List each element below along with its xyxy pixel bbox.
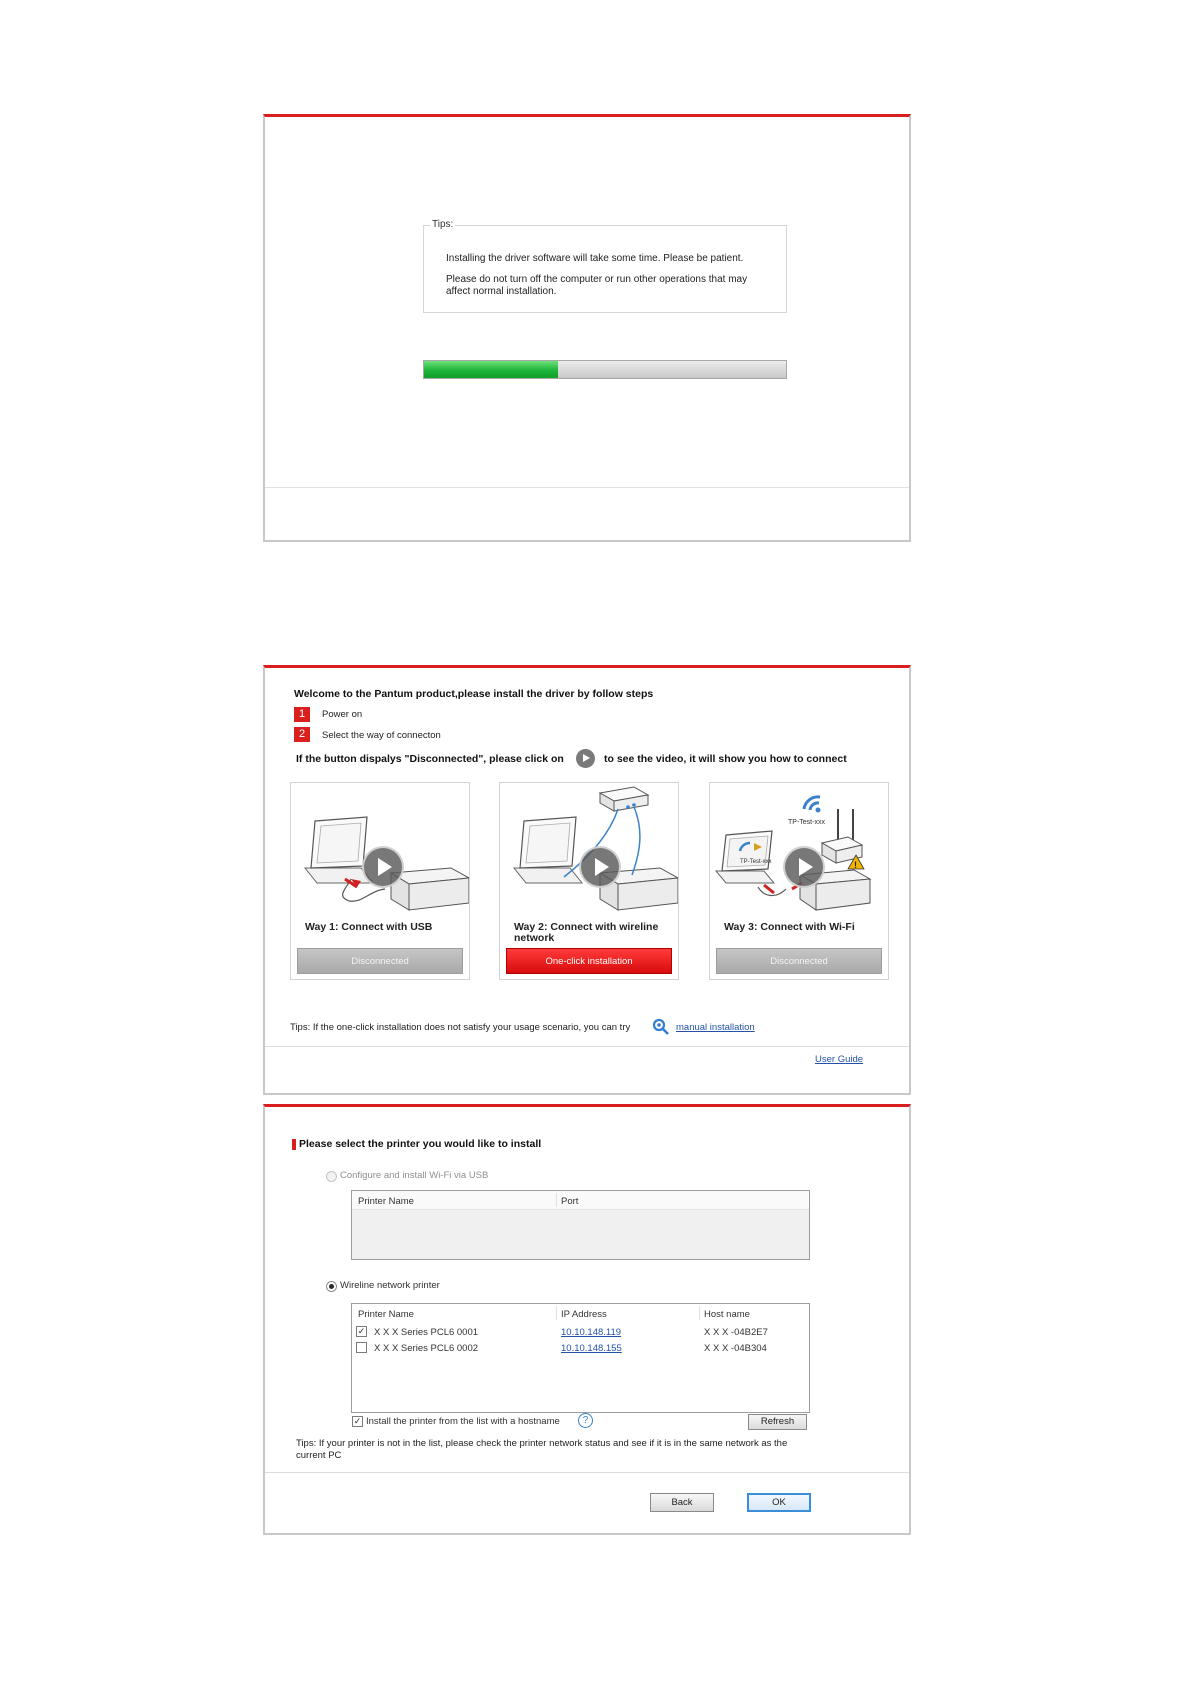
network-printer-table [351, 1303, 810, 1413]
tips-box [423, 219, 787, 313]
warning-icon: ! [854, 860, 857, 870]
manual-installation-link[interactable]: manual installation [676, 1022, 755, 1033]
way-wifi-card[interactable] [709, 782, 889, 980]
printer-2-ip[interactable]: 10.10.148.155 [561, 1343, 622, 1354]
usb-wifi-radio-label: Configure and install Wi-Fi via USB [340, 1170, 489, 1181]
step-2-text: Select the way of connecton [322, 730, 441, 741]
printer-1-checkbox[interactable]: ✓ [357, 1326, 366, 1336]
step-1-text: Power on [322, 709, 363, 720]
wifi-status-button[interactable]: Disconnected [716, 948, 882, 974]
printer-2-checkbox[interactable] [356, 1342, 367, 1353]
welcome-heading: Welcome to the Pantum product,please install the driver by follow steps [294, 688, 654, 700]
step-2-badge: 2 [294, 727, 310, 742]
printer-2-host: X X X -04B304 [704, 1343, 767, 1354]
ok-button[interactable]: OK [747, 1493, 811, 1512]
printer-1-name: X X X Series PCL6 0001 [374, 1327, 479, 1338]
usb-status-button[interactable]: Disconnected [297, 948, 463, 974]
step-1-badge: 1 [294, 707, 310, 722]
printer-2-name: X X X Series PCL6 0002 [374, 1343, 479, 1354]
column-divider [556, 1193, 557, 1207]
divider [265, 1046, 909, 1047]
play-video-wireline-icon[interactable] [579, 846, 621, 888]
col-printer-name: Printer Name [358, 1196, 414, 1207]
install-progress-fill [424, 361, 558, 378]
usb-table-header [352, 1191, 809, 1210]
way-wireline-card[interactable] [499, 782, 679, 980]
usb-wifi-radio[interactable] [326, 1171, 337, 1182]
way-usb-label: Way 1: Connect with USB [305, 921, 433, 933]
install-progress-dialog [263, 114, 911, 542]
way-usb-card[interactable] [290, 782, 470, 980]
select-printer-heading: Please select the printer you would like to install [292, 1139, 541, 1150]
connection-method-dialog [263, 665, 911, 1095]
printer-1-ip[interactable]: 10.10.148.119 [561, 1327, 622, 1338]
video-note-end: to see the video, it will show you how to connect [604, 753, 847, 765]
hostname-checkbox[interactable]: ✓ [353, 1416, 362, 1426]
way-wireline-label: Way 2: Connect with wireline network [514, 921, 659, 944]
printer-list-tip: Tips: If your printer is not in the list, please check the printer network status and see if it is in the same network as the current PC [296, 1438, 788, 1461]
col-port: Port [561, 1196, 579, 1207]
search-gear-icon[interactable] [652, 1018, 670, 1036]
refresh-button[interactable]: Refresh [748, 1414, 807, 1430]
way-wifi-label: Way 3: Connect with Wi-Fi [724, 921, 855, 933]
back-button[interactable]: Back [650, 1493, 714, 1512]
wifi-ssid-top-label: TP-Test-xxx [788, 819, 825, 826]
play-video-icon[interactable] [576, 749, 595, 768]
help-icon[interactable]: ? [578, 1413, 593, 1428]
col-ip-address: IP Address [561, 1309, 607, 1320]
play-video-usb-icon[interactable] [362, 846, 404, 888]
divider [265, 1472, 909, 1473]
wifi-ssid-laptop-label: TP-Test-xxx [740, 859, 772, 865]
play-video-wifi-icon[interactable] [783, 846, 825, 888]
col-host-name: Host name [704, 1309, 750, 1320]
wireline-radio-label: Wireline network printer [340, 1280, 440, 1291]
usb-printer-table [351, 1190, 810, 1260]
tips-text-patience: Installing the driver software will take some time. Please be patient. [446, 253, 744, 264]
select-printer-dialog [263, 1104, 911, 1535]
user-guide-link[interactable]: User Guide [815, 1054, 864, 1065]
col-printer-name: Printer Name [358, 1309, 414, 1320]
install-progress-bar [423, 360, 787, 379]
tips-title: Tips: [432, 219, 454, 230]
manual-install-tip: Tips: If the one-click installation does not satisfy your usage scenario, you can try [290, 1022, 631, 1033]
video-note-start: If the button dispalys "Disconnected", please click on [296, 753, 564, 765]
divider [265, 487, 909, 488]
column-divider [699, 1306, 700, 1320]
one-click-installation-button[interactable]: One-click installation [506, 948, 672, 974]
printer-1-host: X X X -04B2E7 [704, 1327, 768, 1338]
network-table-header [352, 1304, 809, 1322]
hostname-checkbox-label: Install the printer from the list with a hostname [366, 1416, 560, 1427]
tips-text-warning: Please do not turn off the computer or run other operations that may affect normal installation. [446, 274, 748, 297]
wireline-radio[interactable] [326, 1281, 337, 1292]
column-divider [556, 1306, 557, 1320]
